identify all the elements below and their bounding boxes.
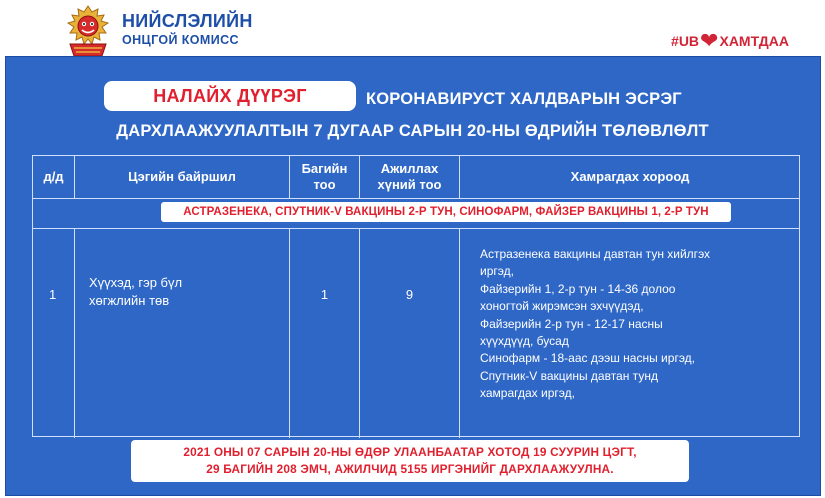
organization-name (122, 12, 253, 47)
footer-line-2: 29 БАГИЙН 208 ЭМЧ, АЖИЛЧИД 5155 ИРГЭНИЙГ ДАРХЛААЖУУЛНА. (206, 461, 614, 476)
header-location: Цэгийн байршил (128, 168, 236, 184)
coverage-line: Синофарм - 18-аас дээш насны иргэд, (480, 351, 696, 366)
heart-icon: ❤ (700, 28, 719, 53)
org-line-1: НИЙСЛЭЛИЙН (122, 11, 253, 31)
summary-footer (131, 440, 689, 482)
grid-line (74, 228, 75, 438)
coverage-line: хамрагдах иргэд, (480, 386, 575, 401)
title-line-2: ДАРХЛААЖУУЛАЛТЫН 7 ДУГААР САРЫН 20-НЫ ӨДРИЙН ТӨЛӨВЛӨЛТ (116, 122, 709, 140)
coverage-line: Файзерийн 1, 2-р тун - 14-36 долоо (480, 281, 676, 296)
grid-line (289, 228, 290, 438)
coverage-line: иргэд, (480, 264, 514, 279)
grid-line (33, 198, 799, 199)
org-line-2: ОНЦГОЙ КОМИСС (122, 33, 239, 47)
grid-line (359, 228, 360, 438)
title-line-1: КОРОНАВИРУСТ ХАЛДВАРЫН ЭСРЭГ (366, 90, 682, 108)
row-workers: 9 (405, 287, 414, 302)
row-number: 1 (49, 287, 57, 302)
coverage-line: Спутник-V вакцины давтан тунд (480, 368, 658, 383)
footer-line-1: 2021 ОНЫ 07 САРЫН 20-НЫ ӨДӨР УЛААНБААТАР ХОТОД 19 СУУРИН ЦЭГТ, (183, 445, 637, 459)
grid-line (33, 228, 799, 229)
coverage-line: хоногтой жирэмсэн эхчүүдэд, (480, 299, 644, 314)
row-location: Хүүхэд, гэр бүл хөгжлийн төв (89, 275, 183, 308)
city-emblem-icon (62, 4, 114, 58)
district-badge: НАЛАЙХ ДҮҮРЭГ (104, 81, 356, 111)
hashtag-prefix: #UB (671, 33, 700, 49)
coverage-line: Файзерийн 2-р тун - 12-17 насны (480, 316, 663, 331)
coverage-line: Астразенека вакцины давтан тун хийлгэх (480, 247, 711, 261)
header-coverage: Хамрагдах хороод (570, 168, 690, 184)
vaccines-banner: АСТРАЗЕНЕКА, СПУТНИК-V ВАКЦИНЫ 2-Р ТУН, СИНОФАРМ, ФАЙЗЕР ВАКЦИНЫ 1, 2-Р ТУН (161, 202, 731, 222)
hashtag-suffix: ХАМТДАА (719, 33, 789, 49)
coverage-line: хүүхдүүд, бусад (480, 333, 569, 348)
row-coverage (480, 246, 798, 403)
header-workers: Ажиллах хүний тоо (377, 160, 442, 192)
hashtag (671, 30, 789, 52)
row-teams: 1 (320, 287, 329, 302)
header-teams: Багийн тоо (301, 160, 348, 192)
header (0, 0, 825, 60)
schedule-table (32, 155, 800, 437)
grid-line (459, 228, 460, 438)
header-number: д/д (43, 168, 64, 184)
